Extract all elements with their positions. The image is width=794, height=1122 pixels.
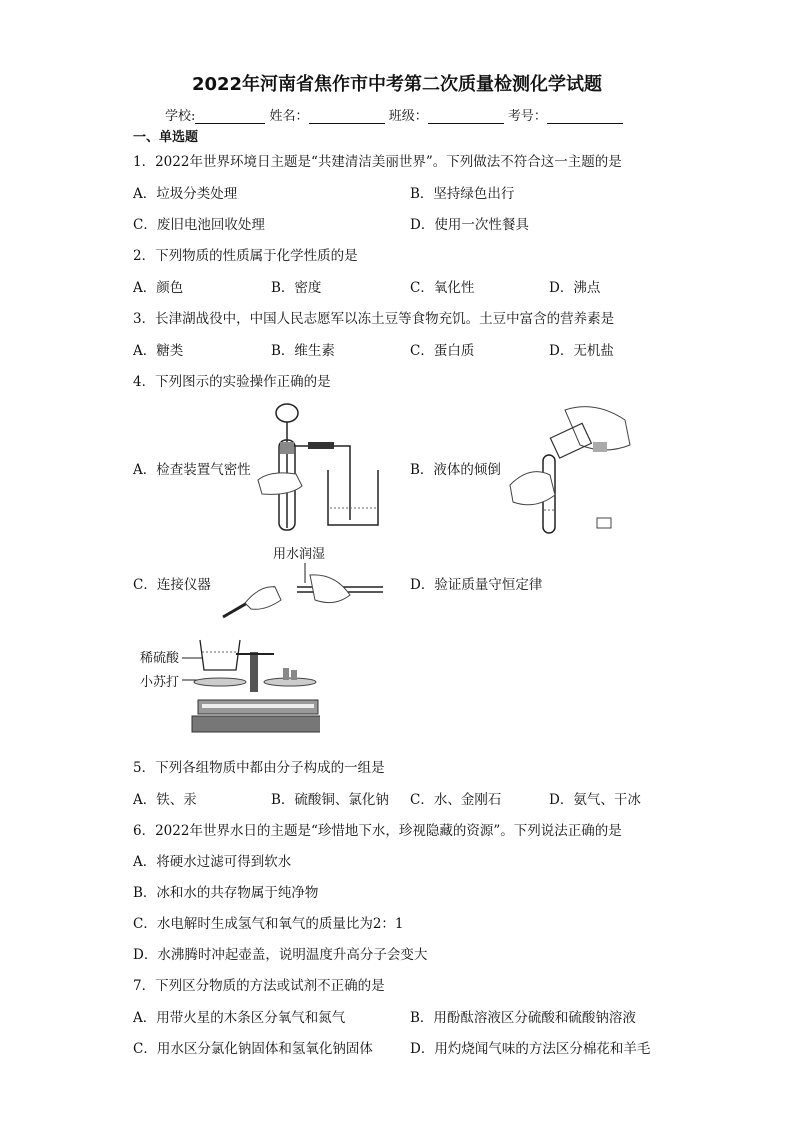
figure-mass-conservation [140, 630, 320, 740]
option: C．废旧电池回收处理 [133, 217, 265, 233]
school-blank[interactable] [195, 109, 265, 124]
option: C．连接仪器 [133, 577, 211, 593]
name-label: 姓名： [269, 109, 309, 124]
name-blank[interactable] [309, 109, 385, 124]
option: D．水沸腾时冲起壶盖，说明温度升高分子会变大 [133, 947, 428, 963]
option: C．氧化性 [410, 280, 475, 296]
option: D．使用一次性餐具 [410, 217, 529, 233]
number-label: 考号： [507, 109, 547, 124]
option: B．硫酸铜、氯化钠 [271, 792, 389, 808]
figure-connecting-apparatus [215, 545, 385, 625]
label-wet-with-water: 用水润湿 [273, 547, 326, 562]
label-dilute-sulfuric-acid: 稀硫酸 [140, 651, 180, 666]
question-stem: 5．下列各组物质中都由分子构成的一组是 [133, 760, 385, 776]
label-baking-soda: 小苏打 [140, 675, 180, 690]
option: B．坚持绿色出行 [410, 186, 515, 202]
page-title: 2022年河南省焦作市中考第二次质量检测化学试题 [191, 74, 603, 95]
option: B．液体的倾倒 [410, 462, 501, 478]
section-heading: 一、单选题 [133, 130, 199, 145]
option: A．铁、汞 [133, 792, 197, 808]
student-info-line [165, 105, 623, 124]
option: C．水电解时生成氢气和氧气的质量比为2：1 [133, 916, 404, 932]
option: C．水、金刚石 [410, 792, 502, 808]
option: A．用带火星的木条区分氧气和氮气 [133, 1010, 346, 1026]
option: A．糖类 [133, 343, 184, 359]
option: D．用灼烧闻气味的方法区分棉花和羊毛 [410, 1041, 651, 1057]
question-stem: 1．2022年世界环境日主题是“共建清洁美丽世界”。下列做法不符合这一主题的是 [133, 154, 622, 170]
question-stem: 2．下列物质的性质属于化学性质的是 [133, 248, 358, 264]
option: A．将硬水过滤可得到软水 [133, 854, 292, 870]
question-stem: 4．下列图示的实验操作正确的是 [133, 374, 331, 390]
option: D．氨气、干冰 [549, 792, 641, 808]
option: B．密度 [271, 280, 322, 296]
figure-airtightness-check [250, 400, 380, 535]
class-label: 班级： [388, 109, 428, 124]
option: C．用水区分氯化钠固体和氢氧化钠固体 [133, 1041, 373, 1057]
question-stem: 6．2022年世界水日的主题是“珍惜地下水，珍视隐藏的资源”。下列说法正确的是 [133, 823, 622, 839]
option: A．检查装置气密性 [133, 462, 251, 478]
option: B．冰和水的共存物属于纯净物 [133, 885, 319, 901]
figure-liquid-pouring [505, 400, 645, 535]
number-blank[interactable] [547, 109, 623, 124]
option: D．验证质量守恒定律 [410, 577, 543, 593]
question-stem: 7．下列区分物质的方法或试剂不正确的是 [133, 978, 385, 994]
option: A．颜色 [133, 280, 184, 296]
school-label: 学校: [165, 109, 196, 124]
option: D．沸点 [549, 280, 601, 296]
option: C．蛋白质 [410, 343, 475, 359]
option: A．垃圾分类处理 [133, 186, 238, 202]
option: B．维生素 [271, 343, 335, 359]
option: D．无机盐 [549, 343, 614, 359]
question-stem: 3．长津湖战役中，中国人民志愿军以冻土豆等食物充饥。土豆中富含的营养素是 [133, 311, 615, 327]
class-blank[interactable] [428, 109, 504, 124]
option: B．用酚酞溶液区分硫酸和硫酸钠溶液 [410, 1010, 636, 1026]
